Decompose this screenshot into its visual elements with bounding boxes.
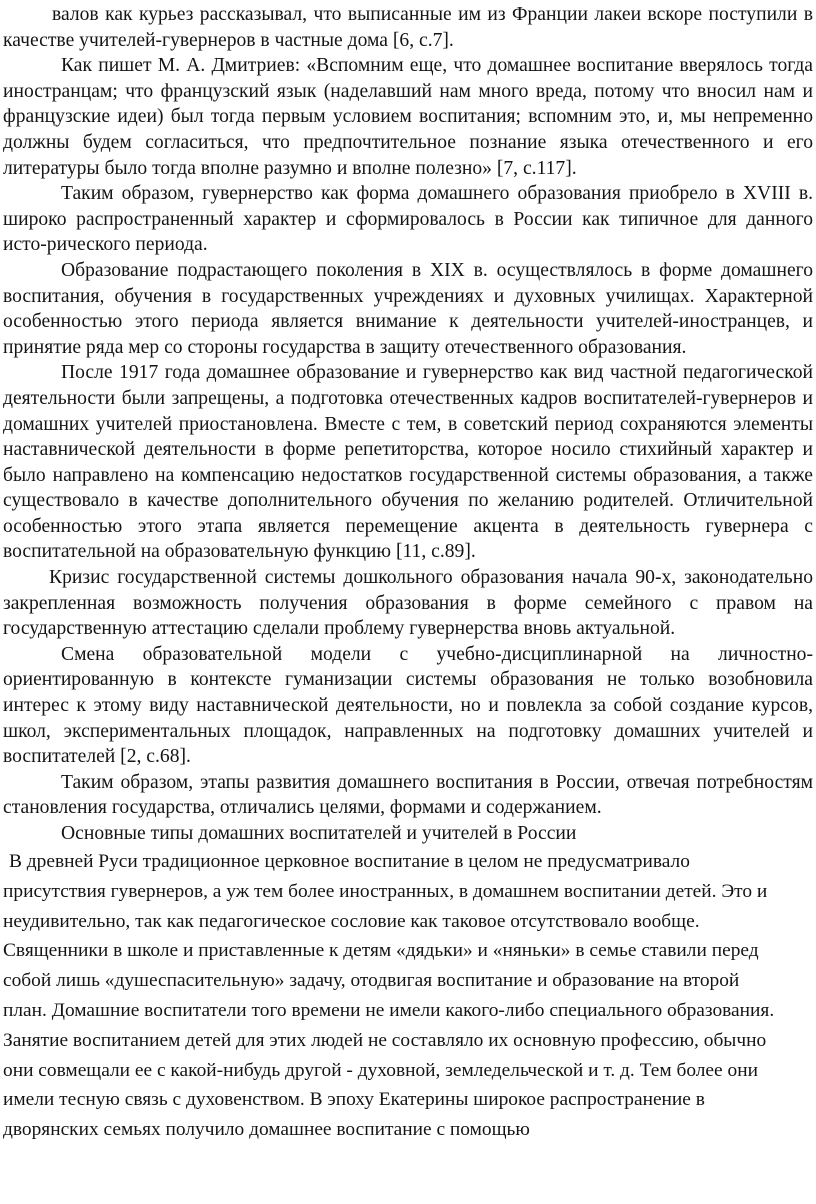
paragraph-8: Таким образом, этапы развития домашнего воспитания в России, отвечая потребностям становления государства, отличались целями, формами и содержанием.: [3, 771, 813, 819]
paragraph-1: валов как курьез рассказывал, что выписанные им из Франции лакеи вскоре поступили в качестве учителей-гувернеров в частные дома [6, с.7].: [3, 4, 813, 51]
paragraph-7: Смена образовательной модели с учебно-дисциплинарной на личностно-ориентированную в контексте гуманизации системы образования не только возобновила интерес к этому виду наставнической деятельности, но и повлекла за собой создание курсов, школ, экспериментальных площадок, направленных на подготовку домашних учителей и воспитателей [2, с.68].: [3, 643, 813, 768]
section-heading: Основные типы домашних воспитателей и учителей в России: [61, 823, 577, 844]
paragraph-6: Кризис государственной системы дошкольного образования начала 90-х, законодательно закрепленная возможность получения образования в форме семейного с правом на государственную аттестацию сделали проблему гувернерства вновь актуальной.: [3, 567, 813, 640]
paragraph-5: После 1917 года домашнее образование и гувернерство как вид частной педагогической деятельности были запрещены, а подготовка отечественных кадров воспитателей-гувернеров и домашних учителей приостановлена. Вместе с тем, в советский период сохраняются элементы наставнической деятельности в форме репетиторства, которое носило стихийный характер и было направлено на компенсацию недостатков государственной системы образования, а также существовало в качестве дополнительного обучения по желанию родителей. Отличительной особенностью этого этапа является перемещение акцента в деятельность гувернера с воспитательной на образовательную функцию [11, с.89].: [3, 362, 813, 563]
paragraph-2: Как пишет М. А. Дмитриев: «Вспомним еще, что домашнее воспитание вверялось тогда иностранцам; что французский язык (наделавший нам много вреда, потому что вносил нам и французские идеи) был тогда первым условием воспитания; вспомним это, и, мы непременно должны будем согласиться, что предпочтительное познание языка отечественного и его литературы было тогда вполне разумно и вполне полезно» [7, с.117].: [3, 55, 813, 179]
paragraph-final: В древней Руси традиционное церковное воспитание в целом не предусматривало присутствия гувернеров, а уж тем более иностранных, в домашнем воспитании детей. Это и неудивительно, так как педагогическое сословие как таковое отсутствовало вообще. Священники в школе и приставленные к детям «дядьки» и «няньки» в семье ставили перед собой лишь «душеспасительную» задачу, отодвигая воспитание и образование на второй план. Домашние воспитатели того времени не имели какого-либо специального образования. Занятие воспитанием детей для этих людей не составляло их основную профессию, обычно они совмещали ее с какой-нибудь другой - духовной, земледельческой и т. д. Тем более они имели тесную связь с духовенством. В эпоху Екатерины широкое распространение в дворянских семьях получило домашнее воспитание с помощью: [3, 851, 775, 1141]
paragraph-3: Таким образом, гувернерство как форма домашнего образования приобрело в XVIII в. широко распространенный характер и сформировалось в России как типичное для данного исто-рического периода.: [3, 183, 813, 256]
paragraph-4: Образование подрастающего поколения в XIX в. осуществлялось в форме домашнего воспитания, обучения в государственных учреждениях и духовных училищах. Характерной особенностью этого периода является внимание к деятельности учителей-иностранцев, и принятие ряда мер со стороны государства в защиту отечественного образования.: [3, 259, 813, 358]
